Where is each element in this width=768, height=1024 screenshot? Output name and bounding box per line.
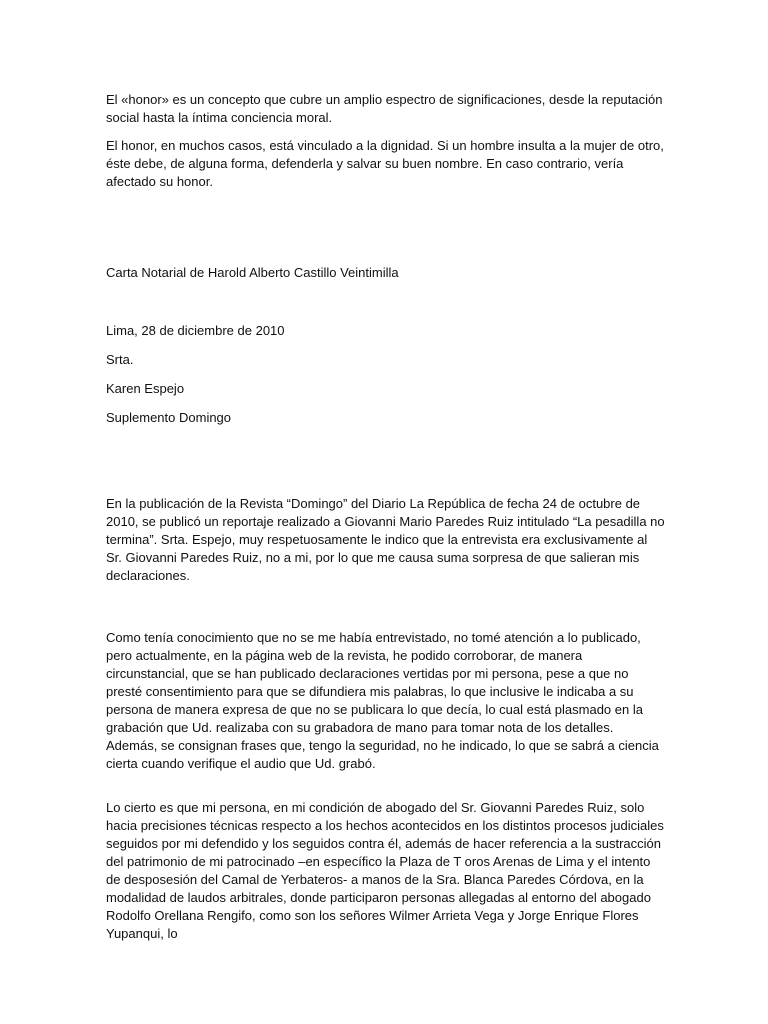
- recipient-organization: Suplemento Domingo: [106, 410, 232, 425]
- recipient-name: Karen Espejo: [106, 381, 185, 396]
- intro-paragraph-1: El «honor» es un concepto que cubre un amplio espectro de significaciones, desde la reputación social hasta la íntima conciencia moral.: [106, 92, 663, 125]
- letter-title: Carta Notarial de Harold Alberto Castillo Veintimilla: [106, 265, 399, 280]
- body-paragraph-3: Lo cierto es que mi persona, en mi condición de abogado del Sr. Giovanni Paredes Ruiz, solo hacia precisiones técnicas respecto a los hechos acontecidos en los distintos procesos judiciales seguidos por mi defendido y los seguidos contra él, además de hacer referencia a la sustracción del patrimonio de mi patrocinado –en específico la Plaza de T oros Arenas de Lima y el intento de desposesión del Camal de Yerbateros- a manos de la Sra. Blanca Paredes Córdova, en la modalidad de laudos arbitrales, donde participaron personas allegadas al entorno del abogado Rodolfo Orellana Rengifo, como son los señores Wilmer Arrieta Vega y Jorge Enrique Flores Yupanqui, lo: [106, 800, 664, 941]
- place-date: Lima, 28 de diciembre de 2010: [106, 323, 285, 338]
- body-paragraph-1: En la publicación de la Revista “Domingo” del Diario La República de fecha 24 de octubre de 2010, se publicó un reportaje realizado a Giovanni Mario Paredes Ruiz intitulado “La pesadilla no termina”. Srta. Espejo, muy respetuosamente le indico que la entrevista era exclusivamente al Sr. Giovanni Paredes Ruiz, no a mi, por lo que me causa suma sorpresa de que salieran mis declaraciones.: [106, 496, 665, 583]
- body-paragraph-2: Como tenía conocimiento que no se me había entrevistado, no tomé atención a lo publicado, pero actualmente, en la página web de la revista, he podido corroborar, de manera circunstancial, que se han publicado declaraciones vertidas por mi persona, pese a que no presté consentimiento para que se difundiera mis palabras, lo que inclusive le indicaba a su persona de manera expresa de que no se publicara lo que decía, lo cual está plasmado en la grabación que Ud. realizaba con su grabadora de mano para tomar nota de los detalles. Además, se consignan frases que, tengo la seguridad, no he indicado, lo que se sabrá a ciencia cierta cuando verifique el audio que Ud. grabó.: [106, 630, 659, 771]
- salutation: Srta.: [106, 352, 134, 367]
- intro-paragraph-2: El honor, en muchos casos, está vinculado a la dignidad. Si un hombre insulta a la mujer de otro, éste debe, de alguna forma, defenderla y salvar su buen nombre. En caso contrario, vería afectado su honor.: [106, 138, 664, 189]
